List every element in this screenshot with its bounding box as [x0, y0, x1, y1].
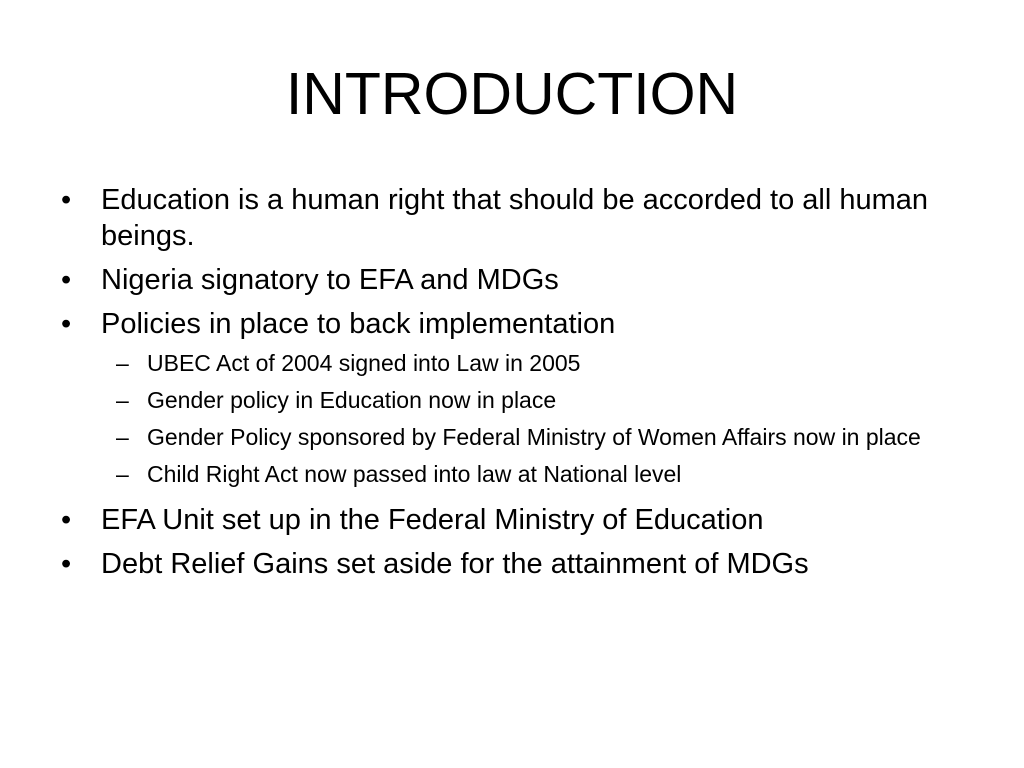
bullet-item	[58, 306, 978, 342]
bullet-marker: •	[61, 548, 72, 580]
bullet-item	[58, 502, 978, 538]
sub-bullet-marker: –	[116, 424, 129, 450]
sub-bullet-list	[58, 348, 978, 490]
bullet-text: Nigeria signatory to EFA and MDGs	[101, 264, 559, 296]
bullet-text: Policies in place to back implementation	[101, 308, 616, 340]
bullet-marker: •	[61, 184, 72, 216]
bullet-item	[58, 182, 978, 254]
bullet-item	[58, 546, 978, 582]
sub-bullet-item	[58, 385, 978, 416]
bullet-text: Debt Relief Gains set aside for the attainment of MDGs	[101, 548, 809, 580]
sub-bullet-text: UBEC Act of 2004 signed into Law in 2005	[147, 350, 581, 376]
sub-bullet-text: Child Right Act now passed into law at National level	[147, 461, 682, 487]
slide-body	[58, 182, 978, 590]
sub-bullet-item	[58, 348, 978, 379]
bullet-marker: •	[61, 264, 72, 296]
sub-bullet-item	[58, 422, 978, 453]
bullet-marker: •	[61, 308, 72, 340]
sub-bullet-marker: –	[116, 387, 129, 413]
bullet-text: EFA Unit set up in the Federal Ministry of Education	[101, 504, 764, 536]
sub-bullet-text: Gender policy in Education now in place	[147, 387, 557, 413]
bullet-marker: •	[61, 504, 72, 536]
sub-bullet-item	[58, 459, 978, 490]
sub-bullet-marker: –	[116, 350, 129, 376]
bullet-item	[58, 262, 978, 298]
sub-bullet-text: Gender Policy sponsored by Federal Ministry of Women Affairs now in place	[147, 424, 921, 450]
bullet-text: Education is a human right that should be accorded to all human beings.	[101, 184, 929, 252]
sub-bullet-marker: –	[116, 461, 129, 487]
slide-title: INTRODUCTION	[285, 61, 739, 127]
